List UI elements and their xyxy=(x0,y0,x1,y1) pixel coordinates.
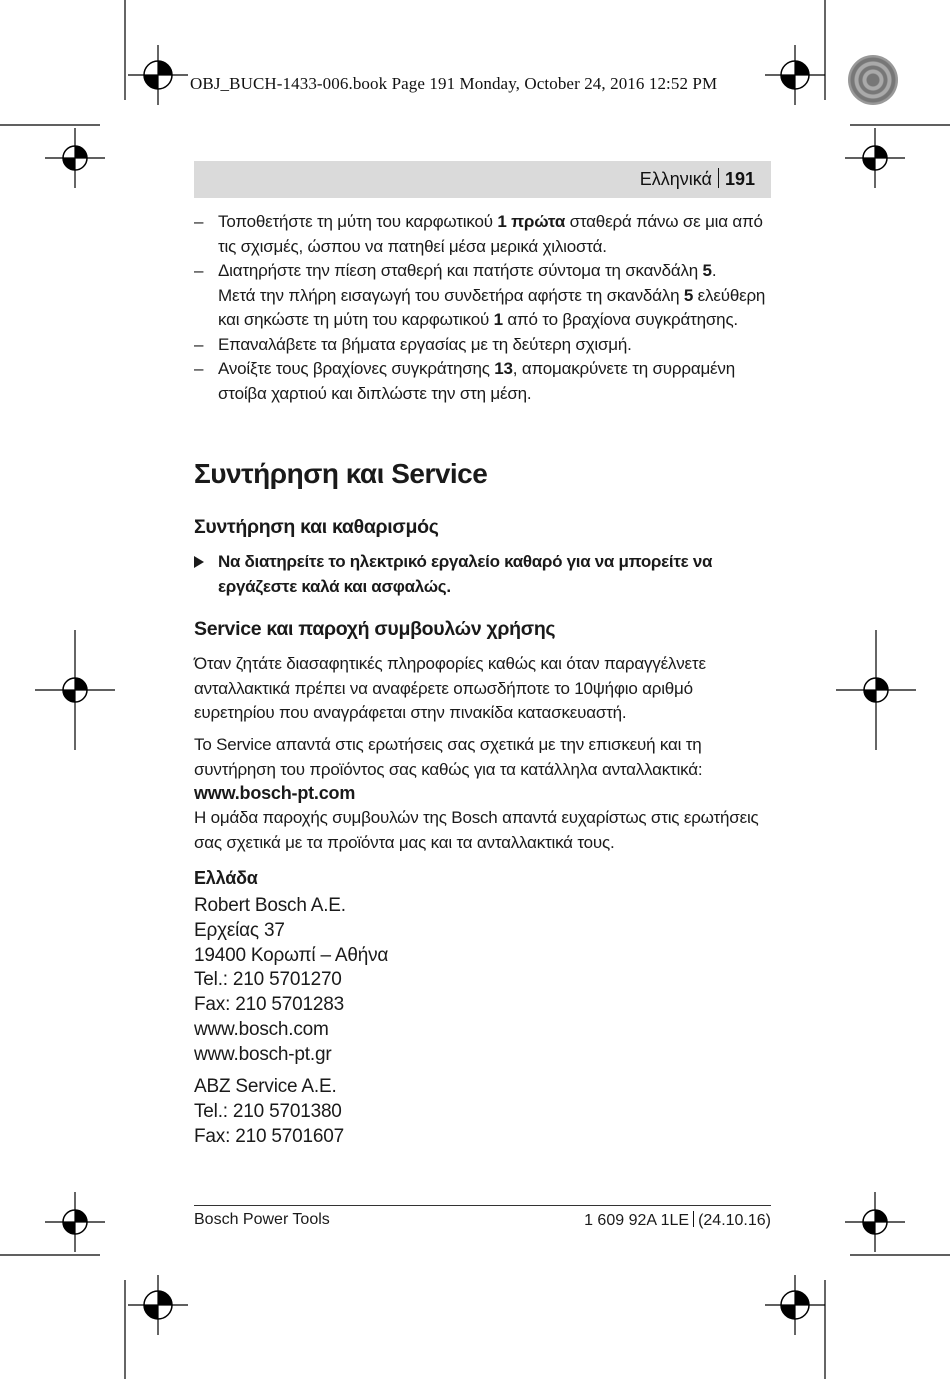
registration-target-icon xyxy=(128,45,188,105)
list-dash: – xyxy=(194,261,204,280)
address-line: www.bosch.com xyxy=(194,1018,329,1040)
address-line: Tel.: 210 5701270 xyxy=(194,969,342,991)
footer-divider xyxy=(693,1211,694,1227)
registration-target-icon xyxy=(845,1192,905,1252)
instruction-list xyxy=(194,210,774,406)
header-language: Ελληνικά xyxy=(639,169,712,189)
page-number: 191 xyxy=(724,169,755,189)
registration-target-icon xyxy=(845,128,905,188)
address-block xyxy=(194,1075,344,1149)
safety-note-text: Να διατηρείτε το ηλεκτρικό εργαλείο καθαρό για να μπορείτε να εργάζεστε καλά και ασφαλώς. xyxy=(218,552,713,596)
list-dash: – xyxy=(194,359,204,378)
header-text xyxy=(640,168,755,190)
list-item: – Ανοίξτε τους βραχίονες συγκράτησης 13, απομακρύνετε τη συρραμένη στοίβα χαρτιού και διπλώστε την στη μέση. xyxy=(194,359,735,403)
list-dash: – xyxy=(194,212,204,231)
header-divider xyxy=(718,168,719,188)
footer-brand: Bosch Power Tools xyxy=(194,1211,330,1228)
page-header xyxy=(194,161,771,198)
service-paragraph: Η ομάδα παροχής συμβουλών της Bosch απαντά ευχαρίστως στις ερωτήσεις σας σχετικά με τα προϊόντα μας και τα ανταλλακτικά τους. xyxy=(194,808,759,852)
address-line: ABZ Service A.E. xyxy=(194,1076,337,1097)
address-line: www.bosch-pt.gr xyxy=(194,1043,332,1065)
document-code: 1 609 92A 1LE xyxy=(584,1212,690,1229)
footer-rule xyxy=(194,1205,771,1206)
maintenance-heading: Συντήρηση και καθαρισμός xyxy=(194,516,439,538)
book-slug: OBJ_BUCH-1433-006.book Page 191 Monday, October 24, 2016 12:52 PM xyxy=(190,74,718,93)
registration-target-icon xyxy=(45,128,105,188)
address-line: Ερχείας 37 xyxy=(194,919,285,941)
address-block xyxy=(194,894,388,1068)
service-heading: Service και παροχή συμβουλών χρήσης xyxy=(194,618,556,640)
country-heading: Ελλάδα xyxy=(194,868,258,888)
registration-target-icon xyxy=(765,1275,825,1335)
footer-code xyxy=(584,1211,771,1230)
service-website: www.bosch-pt.com xyxy=(194,783,356,803)
address-line: Fax: 210 5701283 xyxy=(194,994,344,1016)
registration-target-icon xyxy=(35,630,115,750)
service-paragraph: Όταν ζητάτε διασαφητικές πληροφορίες καθώς και όταν παραγγέλνετε ανταλλακτικά πρέπει να αναφέρετε οπωσδήποτε το 10ψήφιο αριθμό ευρετηρίου που αναγράφεται στην πινακίδα κατασκευαστή. xyxy=(194,654,706,722)
document-date: (24.10.16) xyxy=(698,1212,771,1229)
registration-target-icon xyxy=(128,1275,188,1335)
section-title: Συντήρηση και Service xyxy=(194,458,488,489)
color-target-icon xyxy=(848,55,898,105)
address-line: Tel.: 210 5701380 xyxy=(194,1100,342,1122)
list-dash: – xyxy=(194,334,204,354)
address-line: Robert Bosch A.E. xyxy=(194,895,346,916)
list-continuation: Μετά την πλήρη εισαγωγή του συνδετήρα αφήστε τη σκανδάλη 5 ελεύθερη και σηκώστε τη μύτη του καρφωτικού 1 από το βραχίονα συγκράτησης. xyxy=(218,285,766,329)
registration-target-icon xyxy=(45,1192,105,1252)
address-line: Fax: 210 5701607 xyxy=(194,1125,344,1147)
list-item: – Επαναλάβετε τα βήματα εργασίας με τη δεύτερη σχισμή. xyxy=(194,333,774,358)
safety-note xyxy=(194,550,774,599)
list-item: – Διατηρήστε την πίεση σταθερή και πατήστε σύντομα τη σκανδάλη 5. xyxy=(194,259,774,284)
list-item: – Τοποθετήστε τη μύτη του καρφωτικού 1 πρώτα σταθερά πάνω σε μια από τις σχισμές, ώσπου να πατηθεί μέσα μερικά χιλιοστά. xyxy=(194,212,763,256)
address-line: 19400 Κορωπί – Αθήνα xyxy=(194,944,389,966)
service-paragraph: Το Service απαντά στις ερωτήσεις σας σχετικά με την επισκευή και τη συντήρηση του προϊόντος σας καθώς για τα κατάλληλα ανταλλακτικά: xyxy=(194,735,703,779)
triangle-bullet-icon xyxy=(194,556,204,568)
registration-target-icon xyxy=(836,630,916,750)
